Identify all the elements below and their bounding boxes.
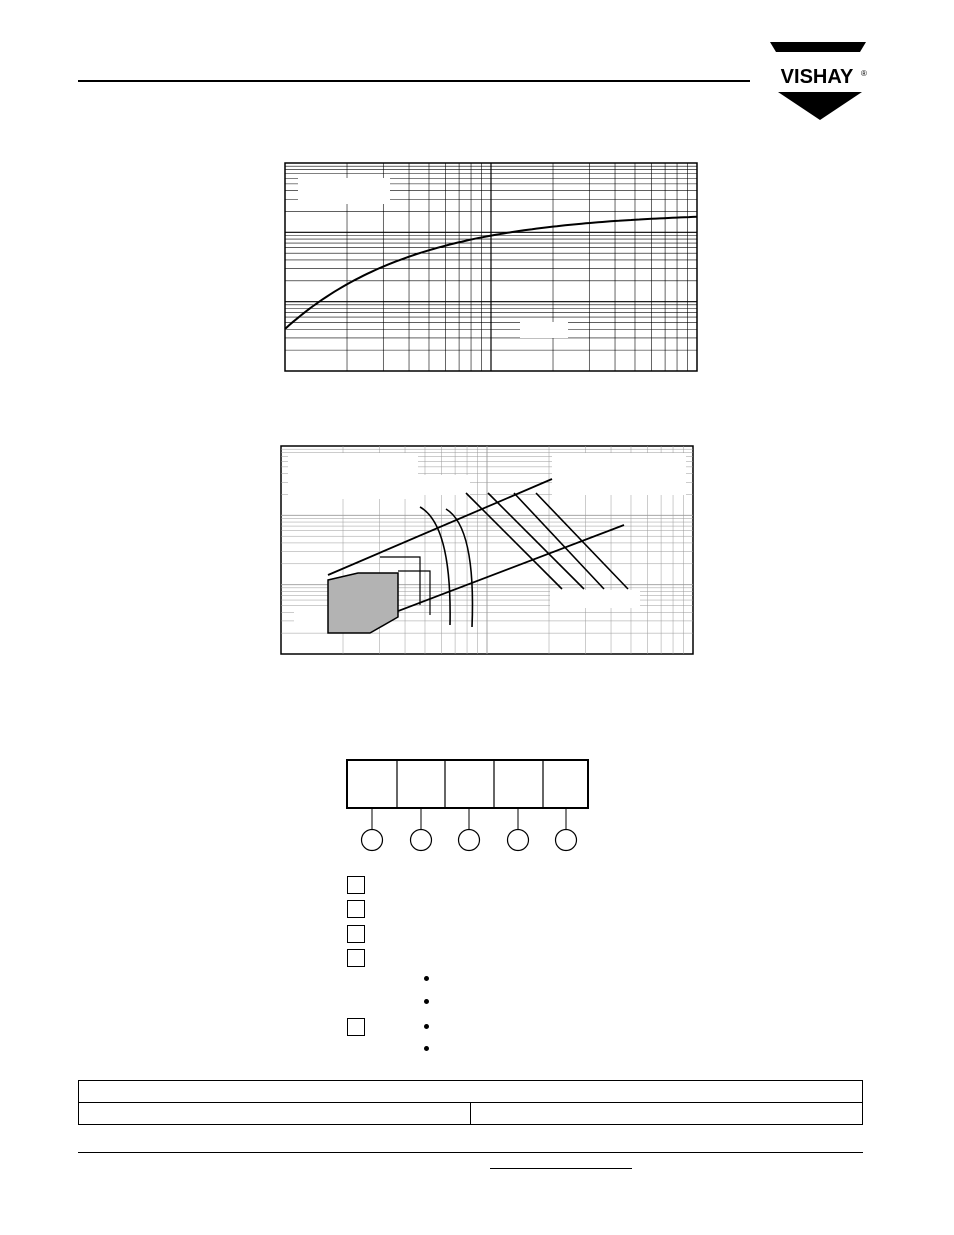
info-table xyxy=(78,1080,863,1125)
legend-bullet xyxy=(424,1046,429,1051)
callout-2 xyxy=(411,808,432,851)
legend-bullet xyxy=(424,1024,429,1029)
legend-box-3 xyxy=(347,925,365,943)
footer-rule xyxy=(78,1152,863,1153)
header-rule xyxy=(78,80,750,82)
label-area xyxy=(298,178,390,204)
label-area xyxy=(288,453,418,499)
registered-mark: ® xyxy=(861,69,867,78)
callout-5 xyxy=(556,808,577,851)
legend-box-5 xyxy=(347,1018,365,1036)
label-area xyxy=(520,322,568,338)
legend-bullet xyxy=(424,976,429,981)
chart-1-plot xyxy=(284,162,698,372)
legend-box-2 xyxy=(347,900,365,918)
chart-2 xyxy=(280,445,694,655)
vishay-triangle-logo-icon xyxy=(768,40,868,122)
vishay-logo xyxy=(768,40,868,122)
table-divider-vertical xyxy=(470,1102,471,1125)
label-area xyxy=(552,453,686,495)
part-number-diagram-svg xyxy=(345,758,595,858)
legend-box-1 xyxy=(347,876,365,894)
chart-1 xyxy=(284,162,698,372)
chart-2-plot xyxy=(280,445,694,655)
callout-4 xyxy=(508,808,529,851)
callout-1 xyxy=(362,808,383,851)
part-number-diagram xyxy=(345,758,595,858)
legend-bullet xyxy=(424,999,429,1004)
legend-box-4 xyxy=(347,949,365,967)
label-area xyxy=(550,590,640,608)
callout-3 xyxy=(459,808,480,851)
brand-wordmark: VISHAY xyxy=(780,66,854,88)
label-area xyxy=(416,475,470,495)
footer-link-underline[interactable] xyxy=(490,1168,632,1169)
part-number-frame xyxy=(347,760,588,808)
